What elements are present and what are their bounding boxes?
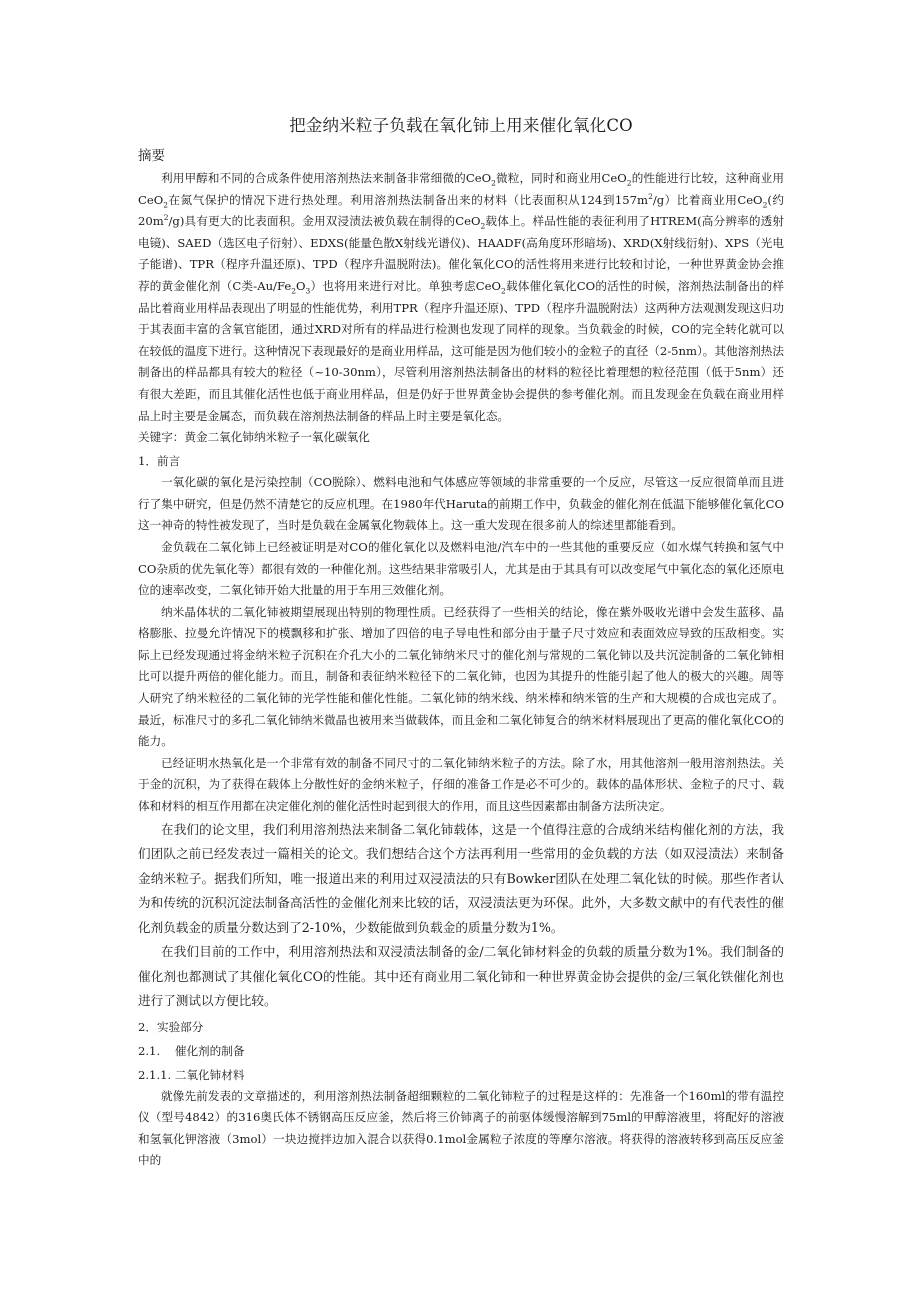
section-heading-2-1: 2.1. 催化剂的制备	[138, 1043, 245, 1058]
intro-paragraph: 金负载在二氧化铈上已经被证明是对CO的催化氧化以及燃料电池/汽车中的一些其他的重要反应（如水煤气转换和氢气中CO杂质的优先氧化等）都很有效的一种催化剂。这些结果非常吸引人，尤其是由于其具有可以改变尾气中氧化态的氧化还原电位的速率改变，二氧化铈开始大批量的用于车用三效催化剂。	[138, 539, 784, 598]
intro-paragraph: 在我们目前的工作中，利用溶剂热法和双浸渍法制备的金/二氧化铈材料金的负载的质量分数为1%。我们制备的催化剂也都测试了其催化氧化CO的性能。其中还有商业用二氧化铈和一种世界黄金协会提供的金/三氧化铁催化剂也进行了测试以方便比较。	[138, 944, 784, 1009]
section-heading-2: 2．实验部分	[138, 1019, 204, 1034]
document-title: 把金纳米粒子负载在氧化铈上用来催化氧化CO	[289, 116, 633, 135]
intro-paragraph: 已经证明水热氧化是一个非常有效的制备不同尺寸的二氧化铈纳米粒子的方法。除了水，用其他溶剂一般用溶剂热法。关于金的沉积，为了获得在载体上分散性好的金纳米粒子，仔细的准备工作是必不可少的。载体的晶体形状、金粒子的尺寸、载体和材料的相互作用都在决定催化剂的催化活性时起到很大的作用，而且这些因素都由制备方法所决定。	[138, 755, 784, 814]
section-heading-2-1-1: 2.1.1. 二氧化铈材料	[138, 1067, 245, 1082]
document-page	[138, 112, 784, 1172]
abstract-heading: 摘要	[138, 148, 165, 164]
method-paragraph: 就像先前发表的文章描述的，利用溶剂热法制备超细颗粒的二氧化铈粒子的过程是这样的：先准备一个160ml的带有温控仪（型号4842）的316奥氏体不锈钢高压反应釜，然后将三价铈离子的前驱体缓慢溶解到75ml的甲醇溶液里，将配好的溶液和氢氧化钾溶液（3mol）一块边搅拌边加入混合以获得0.1mol金属粒子浓度的等摩尔溶液。将获得的溶液转移到高压反应釜中的	[138, 1088, 784, 1168]
intro-paragraph: 纳米晶体状的二氧化铈被期望展现出特别的物理性质。已经获得了一些相关的结论，像在紫外吸收光谱中会发生蓝移、晶格膨胀、拉曼允许情况下的模飘移和扩张、增加了四倍的电子导电性和部分由于量子尺寸效应和表面效应导致的压敌相变。实际上已经发现通过将金纳米粒子沉积在介孔大小的二氧化铈纳米尺寸的催化剂与常规的二氧化铈以及共沉淀制备的二氧化铈相比可以提升两倍的催化能力。而且，制备和表征纳米粒径下的二氧化铈，也因为其提升的性能引起了他人的极大的兴趣。周等人研究了纳米粒径的二氧化铈的光学性能和催化性能。二氧化铈的纳米线、纳米棒和纳米管的生产和大规模的合成也完成了。最近，标准尺寸的多孔二氧化铈纳米微晶也被用来当做载体，而且金和二氧化铈复合的纳米材料展现出了更高的催化氧化CO的能力。	[138, 604, 784, 749]
section-heading-1: 1．前言	[138, 454, 181, 469]
abstract-paragraph: 利用甲醇和不同的合成条件使用溶剂热法来制备非常细微的CeO$_2$微粒，同时和商业用CeO$_2$的性能进行比较，这种商业用CeO$_2$在氮气保护的情况下进行热处理。利用溶剂热法制备出来的材料（比表面积从124到$157m^2/g$）比着商业用CeO$_2$(约$20m^2/g$)具有更大的比表面积。金用双浸渍法被负载在制得的CeO$_2$载体上。样品性能的表征利用了HTREM(高分辨率的透射电镜)、SAED（选区电子衍射）、EDXS(能量色散X射线光谱仪)、HAADF(高角度环形暗场)、XRD(X射线衍射)、XPS（光电子能谱)、TPR（程序升温还原)、TPD（程序升温脱附法)。催化氧化CO的活性将用来进行比较和讨论，一种世界黄金协会推荐的黄金催化剂（C类$-Au/Fe_2O_3$）也将用来进行对比。单独考虑CeO$_2$载体催化氧化CO的活性的时候，溶剂热法制备出的样品比着商业用样品表现出了明显的性能优势，利用TPR（程序升温还原)、TPD（程序升温脱附法）这两种方法观测发现这归功于其表面丰富的含氧官能团，通过XRD对所有的样品进行检测也发现了同样的现象。当负载金的时候，CO的完全转化就可以在较低的温度下进行。这种情况下表现最好的是商业用样品，这可能是因为他们较小的金粒子的直径（2-5nm）。其他溶剂热法制备出的样品都具有较大的粒径（~10-30nm），尽管利用溶剂热法制备出的材料的粒径比着理想的粒径范围（低于5nm）还有很大差距，而且其催化活性也低于商业用样品，但是仍好于世界黄金协会提供的参考催化剂。而且发现金在负载在商业用样品上时主要是金属态，而负载在溶剂热法制备的样品上时主要是氧化态。	[138, 171, 784, 423]
intro-paragraph: 在我们的论文里，我们利用溶剂热法来制备二氧化铈载体，这是一个值得注意的合成纳米结构催化剂的方法，我们团队之前已经发表过一篇相关的论文。我们想结合这个方法再利用一些常用的金负载的方法（如双浸渍法）来制备金纳米粒子。据我们所知，唯一报道出来的利用过双浸渍法的只有Bowker团队在处理二氧化钛的时候。那些作者认为和传统的沉积沉淀法制备高活性的金催化剂来比较的话，双浸渍法更为环保。此外，大多数文献中的有代表性的催化剂负载金的质量分数达到了2-10%，少数能做到负载金的质量分数为1%。	[138, 821, 784, 935]
keywords-line: 关键字：黄金二氧化铈纳米粒子一氧化碳氧化	[138, 430, 370, 445]
intro-paragraph: 一氧化碳的氧化是污染控制（CO脱除）、燃料电池和气体感应等领域的非常重要的一个反应，尽管这一反应很简单而且进行了集中研究，但是仍然不清楚它的反应机理。在1980年代Haruta的前期工作中，负载金的催化剂在低温下能够催化氧化CO这一神奇的特性被发现了，当时是负载在金属氧化物载体上。这一重大发现在很多前人的综述里都能看到。	[138, 475, 784, 533]
